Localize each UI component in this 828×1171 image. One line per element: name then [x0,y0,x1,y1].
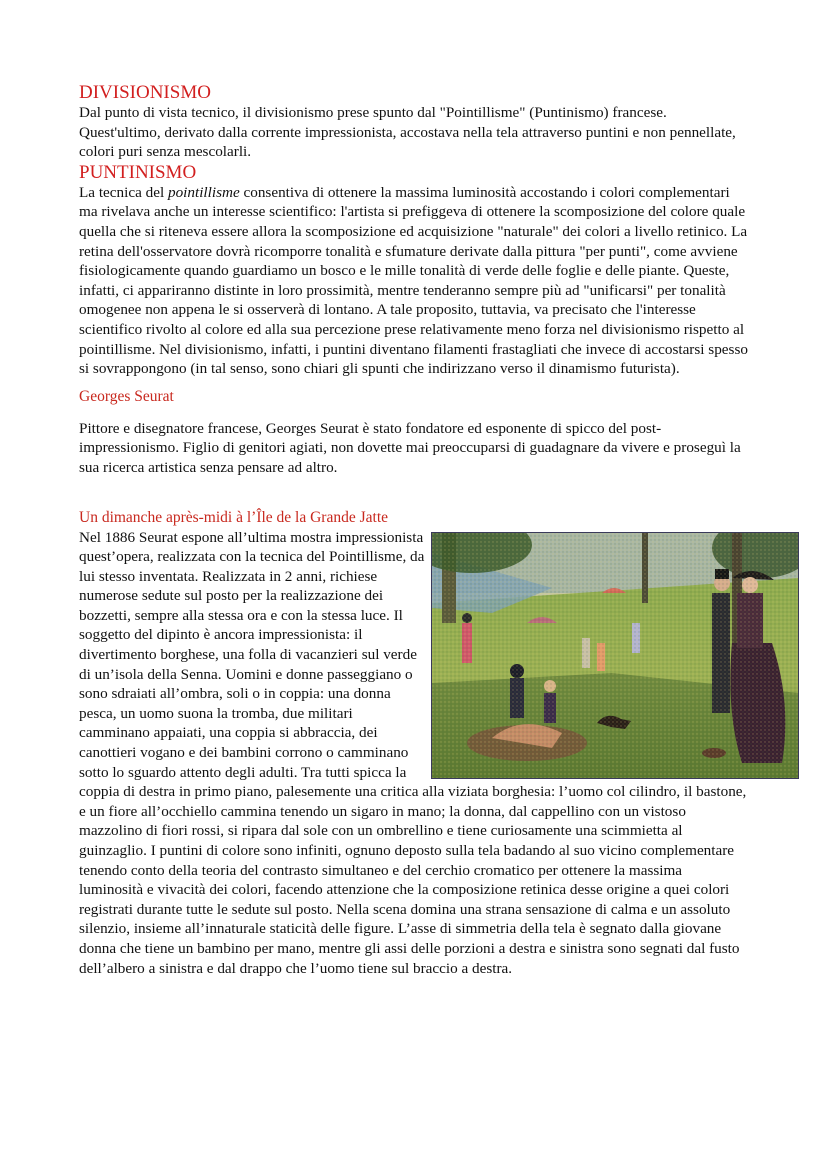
document-content [79,82,749,978]
painting-paragraph: Nel 1886 Seurat espone all’ultima mostra impressionista quest’opera, realizzata con la tecnica del Pointillisme, da lui stesso inventata. Realizzata in 2 anni, richiese numerose sedute sul posto per la realizzazione dei bozzetti, sempre alla stessa ora e con la stessa luce. Il soggetto del dipinto è ancora impressionista: il divertimento borghese, una folla di vacanzieri sul verde di un’isola della Senna. Uomini e donne passeggiano o sono sdraiati all’ombra, soli o in coppia: una donna pesca, un uomo suona la tromba, due militari camminano appaiati, una coppia si abbraccia, dei canottieri vogano e dei bambini corrono o camminano sotto lo sguardo attento degli adulti. Tra tutti spicca la coppia di destra in primo piano, palesemente una critica alla viziata borghesia: l’uomo col cilindro, il bastone, e un fiore all’occhiello cammina tenendo un sigaro in mano; la donna, dal cappellino con un vistoso mazzolino di fiori rossi, si ripara dal sole con un ombrellino e tiene curiosamente una scimmietta al guinzaglio. I puntini di colore sono infiniti, ognuno deposto sulla tela badando al suo vicino complementare tenendo conto della teoria del contrasto simultaneo e del cerchio cromatico per ottenere la massima luminosità e vivacità dei colori, facendo attenzione che la composizione retinica desse origine a quei colori registrati durante tutte le sedute sul posto. Nella scena domina una strana sensazione di calma e un assoluto silenzio, insieme all’innaturale staticità delle figure. L’asse di simmetria della tela è segnato dalla giovane donna che tiene un bambino per mano, mentre gli assi delle porzioni a destra e sinistra sono segnati dal fusto dell’albero a sinistra e dal drappo che l’uomo tiene sul braccio a destra. [79,528,747,977]
painting-illustration [432,533,798,778]
puntinismo-heading: PUNTINISMO [79,161,197,183]
pointillisme-italic: pointillisme [167,183,240,201]
seurat-heading: Georges Seurat [79,387,174,405]
divisionismo-paragraph: Dal punto di vista tecnico, il divisionismo prese spunto dal "Pointillisme" (Puntinismo) francese. Quest'ultimo, derivato dalla corrente impressionista, accostava nella tela attraverso puntini e non pennellate, colori puri senza mescolarli. [79,104,736,161]
painting-heading: Un dimanche après-midi à l’Île de la Grande Jatte [79,508,389,526]
seurat-paragraph: Pittore e disegnatore francese, Georges Seurat è stato fondatore ed esponente di spicco del post-impressionismo. Figlio di genitori agiati, non dovette mai preoccuparsi di guadagnare da vivere e proseguì la sua ricerca artistica senza pensare ad altro. [79,419,741,476]
divisionismo-heading: DIVISIONISMO [79,82,211,103]
grande-jatte-painting-image [431,532,799,779]
puntinismo-text-start: La tecnica del [79,183,168,201]
puntinismo-text-rest: consentiva di ottenere la massima luminosità accostando i colori complementari ma rivelava anche un interesse scientifico: l'artista si prefiggeva di ottenere la scomposizione del colore quale quella che si riteneva essere allora la scomposizione ed acquisizione "naturale" dei colori a livello retinico. La retina dell'osservatore dovrà ricomporre tonalità e sfumature derivate dalla pittura "per punti", come avviene fisiologicamente quando guardiamo un bosco e le mille tonalità di verde delle foglie e delle piante. Queste, infatti, ci appariranno distinte in loro prossimità, mentre tenderanno sempre più ad "unificarsi" per tonalità omogenee non appena le si osserverà di lontano. A tale proposito, tuttavia, va precisato che l'interesse scientifico rivolto al colore ed alla sua percezione prese relativamente meno forza nel divisionismo rispetto al pointillisme. Nel divisionismo, infatti, i puntini diventano filamenti frastagliati che invece di accostarsi spesso si sovrappongono (in tal senso, sono chiari gli spunti che indirizzano verso il dinamismo futurista). [79,183,748,378]
puntinismo-paragraph [79,183,749,379]
